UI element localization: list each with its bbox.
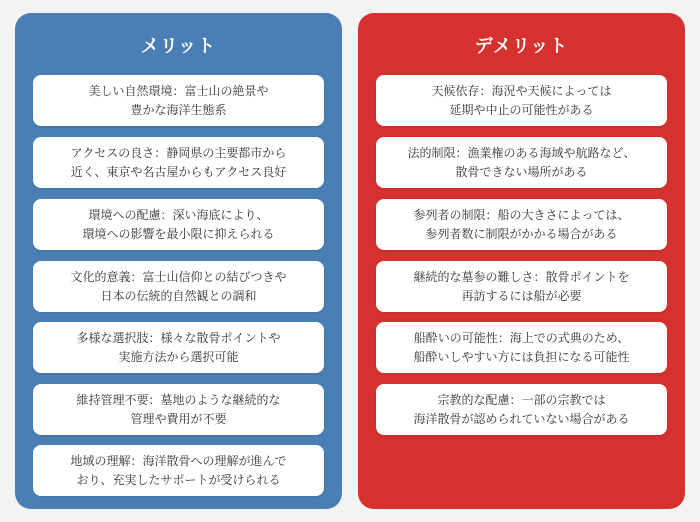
merit-card-line1: アクセスの良さ：静岡県の主要都市から [70,145,287,160]
demerit-card-line2: 海洋散骨が認められていない場合がある [413,411,630,426]
demerit-card-line2: 船酔いしやすい方には負担になる可能性 [413,349,630,364]
demerit-card [376,199,667,250]
merit-card-line2: 管理や費用が不要 [130,411,227,426]
demerit-card [376,322,667,373]
merit-card-line1: 文化的意義：富士山信仰との結びつきや [70,269,287,284]
demerit-title: デメリット [474,36,569,57]
merit-card-line1: 多様な選択肢：様々な散骨ポイントや [76,330,281,345]
merit-card-line1: 地域の理解：海洋散骨への理解が進んで [70,453,287,468]
demerit-card-line1: 天候依存：海況や天候によっては [431,83,612,98]
demerit-card-line1: 継続的な墓参の難しさ：散骨ポイントを [413,269,630,284]
demerit-card-line1: 参列者の制限：船の大きさによっては、 [413,207,630,222]
demerit-panel [358,13,685,509]
merit-card [33,445,324,496]
merit-card [33,137,324,188]
merit-card-line1: 維持管理不要：墓地のような継続的な [76,392,281,407]
demerit-card [376,261,667,312]
demerit-card [376,75,667,126]
demerit-card-line2: 延期や中止の可能性がある [449,102,594,117]
merit-card-line1: 美しい自然環境：富士山の絶景や [88,83,269,98]
demerit-card [376,384,667,435]
demerit-card-line2: 散骨できない場所がある [455,164,588,179]
demerit-card-line1: 法的制限：漁業権のある海域や航路など、 [407,145,636,160]
merit-card [33,322,324,373]
merit-panel [15,13,342,509]
demerit-card-line2: 再訪するには船が必要 [461,288,582,303]
merit-card-line2: 環境への影響を最小限に抑えられる [82,226,275,241]
merit-card-line2: おり、充実したサポートが受けられる [76,472,281,487]
demerit-card-line1: 船酔いの可能性：海上での式典のため、 [413,330,630,345]
demerit-card [376,137,667,188]
merit-card [33,384,324,435]
merit-card [33,261,324,312]
demerit-card-line1: 宗教的な配慮：一部の宗教では [437,392,606,407]
demerit-card-line2: 参列者数に制限がかかる場合がある [425,226,618,241]
merit-card-line2: 日本の伝統的自然観との調和 [100,288,257,303]
merit-title: メリット [140,36,217,57]
merit-card-line2: 豊かな海洋生態系 [130,102,227,117]
merit-card-line2: 実施方法から選択可能 [118,349,239,364]
merit-card-line1: 環境への配慮：深い海底により、 [88,207,269,222]
merit-card [33,75,324,126]
merit-card [33,199,324,250]
merit-card-line2: 近く、東京や名古屋からもアクセス良好 [70,164,287,179]
